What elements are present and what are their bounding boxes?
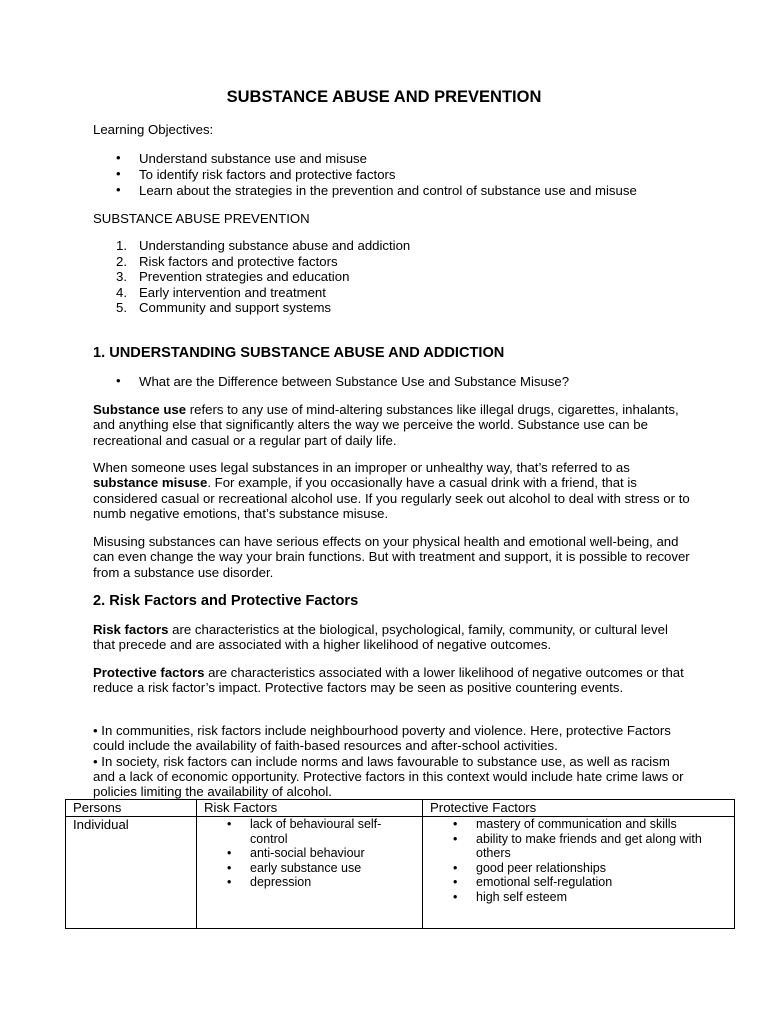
table-header-row [66,800,735,817]
protective-factors-list [476,817,721,905]
list-item: • depression [250,875,400,890]
list-item: Prevention strategies and education [139,269,350,284]
list-item: • high self esteem [476,890,721,905]
section2-paragraph-2: Protective factors are characteristics associated with a lower likelihood of negative outcomes or that reduce a risk factor’s impact. Protective factors may be seen as positive countering events. [93,665,684,696]
header-risk-factors: Risk Factors [197,800,423,817]
section1-paragraph-2: When someone uses legal substances in an improper or unhealthy way, that’s referred to as substance misuse. For example, if you occasionally have a casual drink with a friend, that is considered casual or recreational alcohol use. If you regularly seek out alcohol to deal with stress or to numb negative emotions, that’s substance misuse. [93,460,690,521]
bullet-icon: • [116,182,121,197]
list-item: To identify risk factors and protective factors [139,167,396,182]
list-item: Early intervention and treatment [139,285,326,300]
term-risk-factors: Risk factors [93,622,169,637]
bullet-icon: • [116,150,121,165]
list-item: Learn about the strategies in the prevention and control of substance use and misuse [139,183,637,198]
document-title: SUBSTANCE ABUSE AND PREVENTION [226,88,542,106]
learning-objectives-label: Learning Objectives: [93,122,214,137]
outline-number: 4. [116,285,127,300]
list-item: • ability to make friends and get along with others [476,832,721,861]
bullet-icon: • [116,373,121,388]
section1-paragraph-3: Misusing substances can have serious effects on your physical health and emotional well-being, and can even change the way your brain functions. But with treatment and support, it is possible to recover from a substance use disorder. [93,534,690,580]
list-item: Understand substance use and misuse [139,151,367,166]
section2-paragraph-1: Risk factors are characteristics at the biological, psychological, family, community, or cultural level that precede and are associated with a higher likelihood of negative outcomes. [93,622,668,653]
community-paragraph: • In communities, risk factors include neighbourhood poverty and violence. Here, protective Factors could include the availability of faith-based resources and after-school activities. [93,723,671,754]
header-protective-factors: Protective Factors [423,800,735,817]
section2-heading: 2. Risk Factors and Protective Factors [93,593,359,609]
list-item: • early substance use [250,861,400,876]
term-substance-use: Substance use [93,402,187,417]
section1-question: What are the Difference between Substance Use and Substance Misuse? [139,374,570,389]
person-cell: Individual [66,817,197,929]
header-persons: Persons [66,800,197,817]
outline-number: 3. [116,269,127,284]
list-item: • emotional self-regulation [476,875,721,890]
prevention-heading: SUBSTANCE ABUSE PREVENTION [93,211,310,226]
list-item: • mastery of communication and skills [476,817,721,832]
list-item: Understanding substance abuse and addiction [139,238,411,253]
term-protective-factors: Protective factors [93,665,205,680]
section1-heading: 1. UNDERSTANDING SUBSTANCE ABUSE AND ADDICTION [93,345,505,361]
protective-factors-cell [423,817,735,929]
list-item: Risk factors and protective factors [139,254,338,269]
term-substance-misuse: substance misuse [93,475,208,491]
outline-number: 1. [116,238,127,253]
risk-factors-cell [197,817,423,929]
risk-factors-list [250,817,400,890]
list-item: • lack of behavioural self-control [250,817,400,846]
list-item: • good peer relationships [476,861,721,876]
list-item: • anti-social behaviour [250,846,400,861]
factors-table [65,799,735,929]
bullet-icon: • [116,166,121,181]
outline-number: 2. [116,254,127,269]
outline-number: 5. [116,300,127,315]
list-item: Community and support systems [139,300,332,315]
table-row [66,817,735,929]
section1-paragraph-1: Substance use refers to any use of mind-altering substances like illegal drugs, cigarettes, inhalants, and anything else that significantly alters the way we perceive the world. Substance use can be recreational and casual or a regular part of daily life. [93,402,679,448]
society-paragraph: • In society, risk factors can include norms and laws favourable to substance use, as well as racism and a lack of economic opportunity. Protective factors in this context would include hate crime laws or policies limiting the availability of alcohol. [93,753,684,800]
section2-paragraph-3 [93,723,693,799]
